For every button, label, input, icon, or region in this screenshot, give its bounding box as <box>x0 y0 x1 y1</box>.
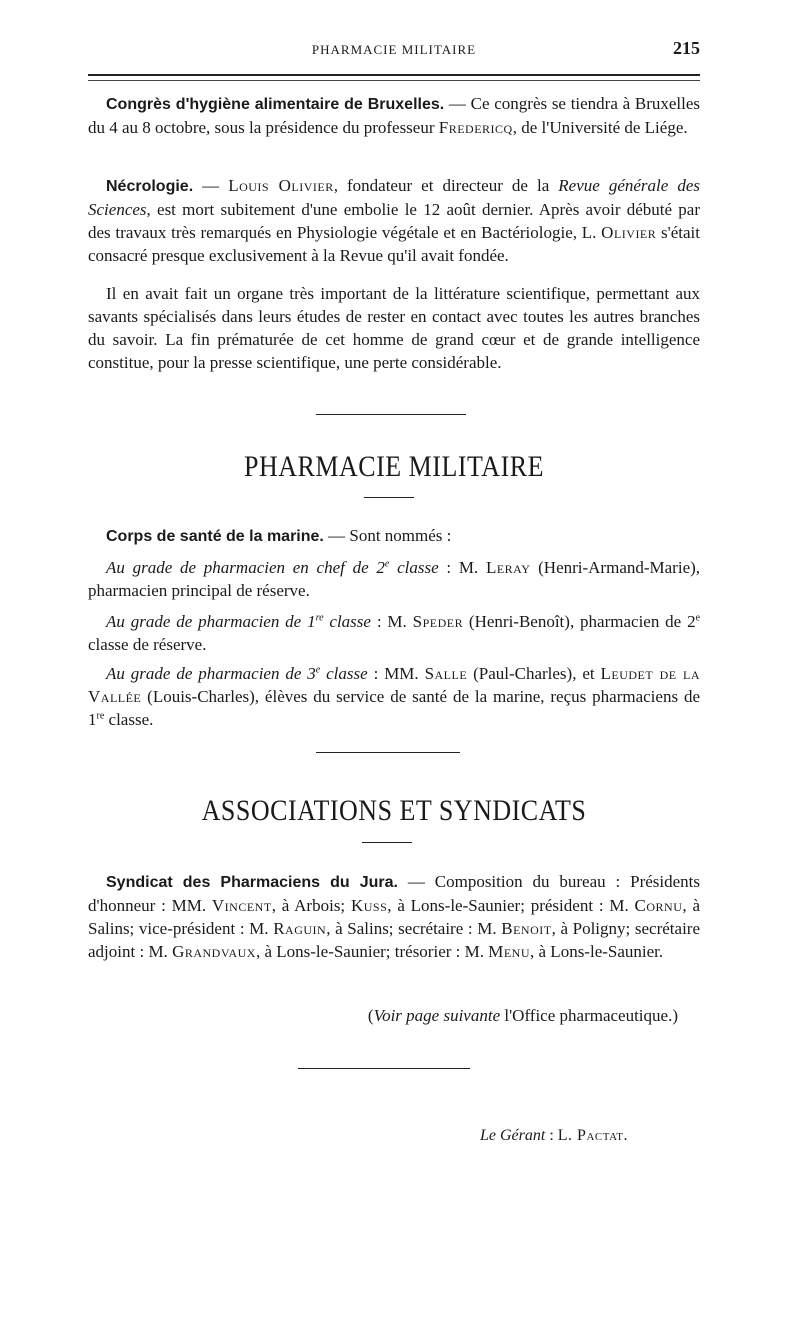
marine-heading: Corps de santé de la marine. <box>106 528 324 545</box>
see-next-page-note: (Voir page suivante l'Office pharmaceutique.) <box>367 1006 678 1025</box>
nomination-1: Au grade de pharmacien en chef de 2e classe : M. Leray (Henri-Armand-Marie), pharmacien principal de réserve. <box>88 558 701 600</box>
running-head <box>88 36 700 62</box>
nomination-3: Au grade de pharmacien de 3e classe : MM. Salle (Paul-Charles), et Leudet de la Vallée (Louis-Charles), élèves du service de santé de la marine, reçus pharmaciens de 1re classe. <box>88 664 700 729</box>
end-rule <box>298 1068 470 1069</box>
name-olivier: Olivier <box>601 223 657 242</box>
name-louis-olivier: Louis Olivier <box>228 176 334 195</box>
necrologie-paragraph-2: Il en avait fait un organe très important de la littérature scientifique, permettant aux savants spécialisés dans leurs études de rester en contact avec toutes les autres branches du savoir. La fin prématurée de cet homme de grand cœur et de grande intelligence constitue, pour la presse scientifique, une perte considérable. <box>88 284 700 372</box>
necrologie-paragraph: Nécrologie. — Louis Olivier, fondateur et directeur de la Revue générale des Sciences, est mort subitement d'une embolie le 12 août dernier. Après avoir débuté par des travaux très remarqués en Physiologie végétale et en Bactériologie, L. Olivier s'était consacré presque exclusivement à la Revue qu'il avait fondée. <box>88 176 700 265</box>
congres-paragraph: Congrès d'hygiène alimentaire de Bruxelles. — Ce congrès se tiendra à Bruxelles du 4 au 8 octobre, sous la présidence du professeur Fredericq, de l'Université de Liége. <box>88 94 701 137</box>
gerant-signature: Le Gérant : L. Pactat. <box>480 1127 629 1144</box>
revue-title: Revue générale des Sciences <box>88 176 700 219</box>
name-fredericq: Fredericq <box>438 118 513 137</box>
header-rule <box>88 74 700 76</box>
running-title: PHARMACIE MILITAIRE <box>311 42 477 57</box>
section-divider-2 <box>316 752 460 753</box>
page-number: 215 <box>673 38 700 58</box>
section-title-associations: ASSOCIATIONS ET SYNDICATS <box>201 793 587 828</box>
nomination-2: Au grade de pharmacien de 1re classe : M. Speder (Henri-Benoît), pharmacien de 2e classe de réserve. <box>88 612 701 654</box>
section-divider <box>316 414 466 415</box>
congres-heading: Congrès d'hygiène alimentaire de Bruxelles. <box>106 96 445 113</box>
syndicat-heading: Syndicat des Pharmaciens du Jura. <box>106 874 398 891</box>
section-title-pharmacie: PHARMACIE MILITAIRE <box>244 449 544 484</box>
syndicat-paragraph: Syndicat des Pharmaciens du Jura. — Composition du bureau : Présidents d'honneur : MM. Vincent, à Arbois; Kuss, à Lons-le-Saunier; président : M. Cornu, à Salins; vice-président : M. Raguin, à Salins; secrétaire : M. Benoit, à Poligny; secrétaire adjoint : M. Grandvaux, à Lons-le-Saunier; trésorier : M. Menu, à Lons-le-Saunier. <box>88 872 700 961</box>
marine-paragraph: Corps de santé de la marine. — Sont nommés : <box>106 526 452 545</box>
title-underline <box>364 497 414 498</box>
title-underline-2 <box>362 842 412 843</box>
header-rule-thin <box>88 80 700 81</box>
name-salle: Salle <box>424 664 468 683</box>
name-leray: Leray <box>485 558 531 577</box>
name-leudet: Leudet de la Vallée <box>88 664 700 706</box>
necrologie-heading: Nécrologie. <box>106 178 194 195</box>
name-speder: Speder <box>412 612 464 631</box>
gerant-name: L. Pactat. <box>557 1127 629 1144</box>
